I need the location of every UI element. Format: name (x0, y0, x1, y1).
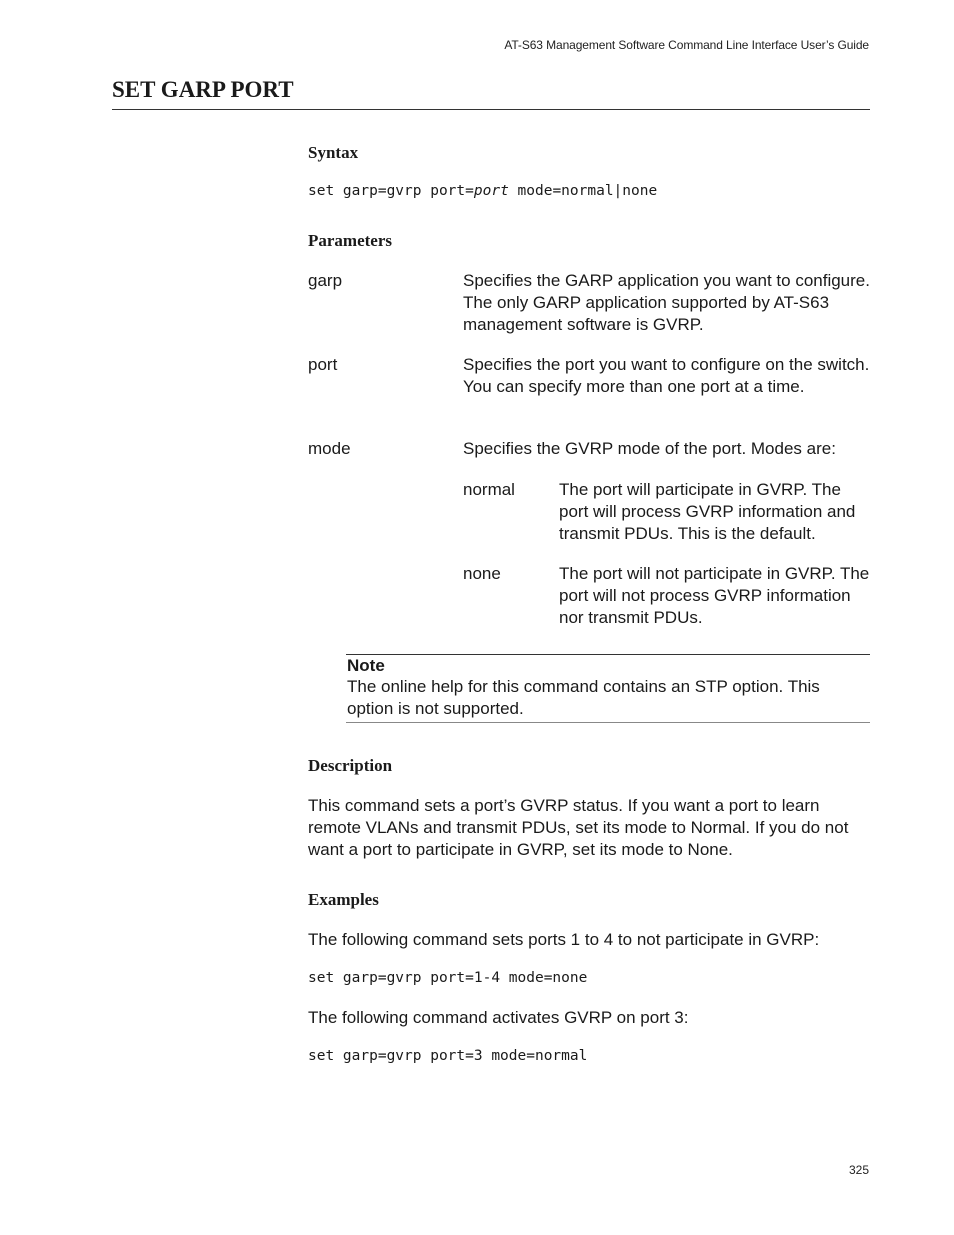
param-desc-mode: Specifies the GVRP mode of the port. Modes are: (463, 439, 836, 458)
note-text: The online help for this command contains an STP option. This option is not supported. (347, 677, 820, 718)
page-number: 325 (848, 1163, 869, 1177)
syntax-command-suffix: mode=normal|none (508, 183, 658, 199)
example-2-intro: The following command activates GVRP on port 3: (308, 1008, 689, 1027)
mode-desc-none: The port will not participate in GVRP. The port will not process GVRP information nor transmit PDUs. (559, 564, 870, 627)
syntax-command-prefix: set garp=gvrp port= (308, 183, 474, 199)
note-label: Note (347, 656, 385, 675)
param-name-port: port (308, 355, 338, 374)
examples-heading: Examples (308, 890, 379, 909)
param-desc-garp: Specifies the GARP application you want to configure. The only GARP application supported by AT-S63 management software is GVRP. (463, 271, 870, 334)
title-rule (112, 109, 870, 110)
page-title: SET GARP PORT (112, 77, 294, 102)
running-header: AT-S63 Management Software Command Line Interface User’s Guide (504, 38, 869, 52)
syntax-heading: Syntax (308, 143, 359, 162)
syntax-command-variable: port (473, 183, 509, 199)
description-heading: Description (308, 756, 393, 775)
example-2-command: set garp=gvrp port=3 mode=normal (308, 1048, 588, 1064)
param-name-mode: mode (308, 439, 351, 458)
syntax-command (308, 183, 657, 199)
example-1-intro: The following command sets ports 1 to 4 to not participate in GVRP: (308, 930, 820, 949)
description-text: This command sets a port’s GVRP status. If you want a port to learn remote VLANs and transmit PDUs, set its mode to Normal. If you do not want a port to participate in GVRP, set its mode to None. (308, 796, 849, 859)
param-desc-port: Specifies the port you want to configure on the switch. You can specify more than one port at a time. (463, 355, 870, 396)
mode-name-normal: normal (463, 480, 515, 499)
note-top-rule (346, 654, 870, 655)
note-bottom-rule (346, 722, 870, 723)
example-1-command: set garp=gvrp port=1-4 mode=none (308, 970, 588, 986)
param-name-garp: garp (308, 271, 343, 290)
mode-desc-normal: The port will participate in GVRP. The port will process GVRP information and transmit PDUs. This is the default. (559, 480, 856, 543)
parameters-heading: Parameters (308, 231, 393, 250)
mode-name-none: none (463, 564, 501, 583)
